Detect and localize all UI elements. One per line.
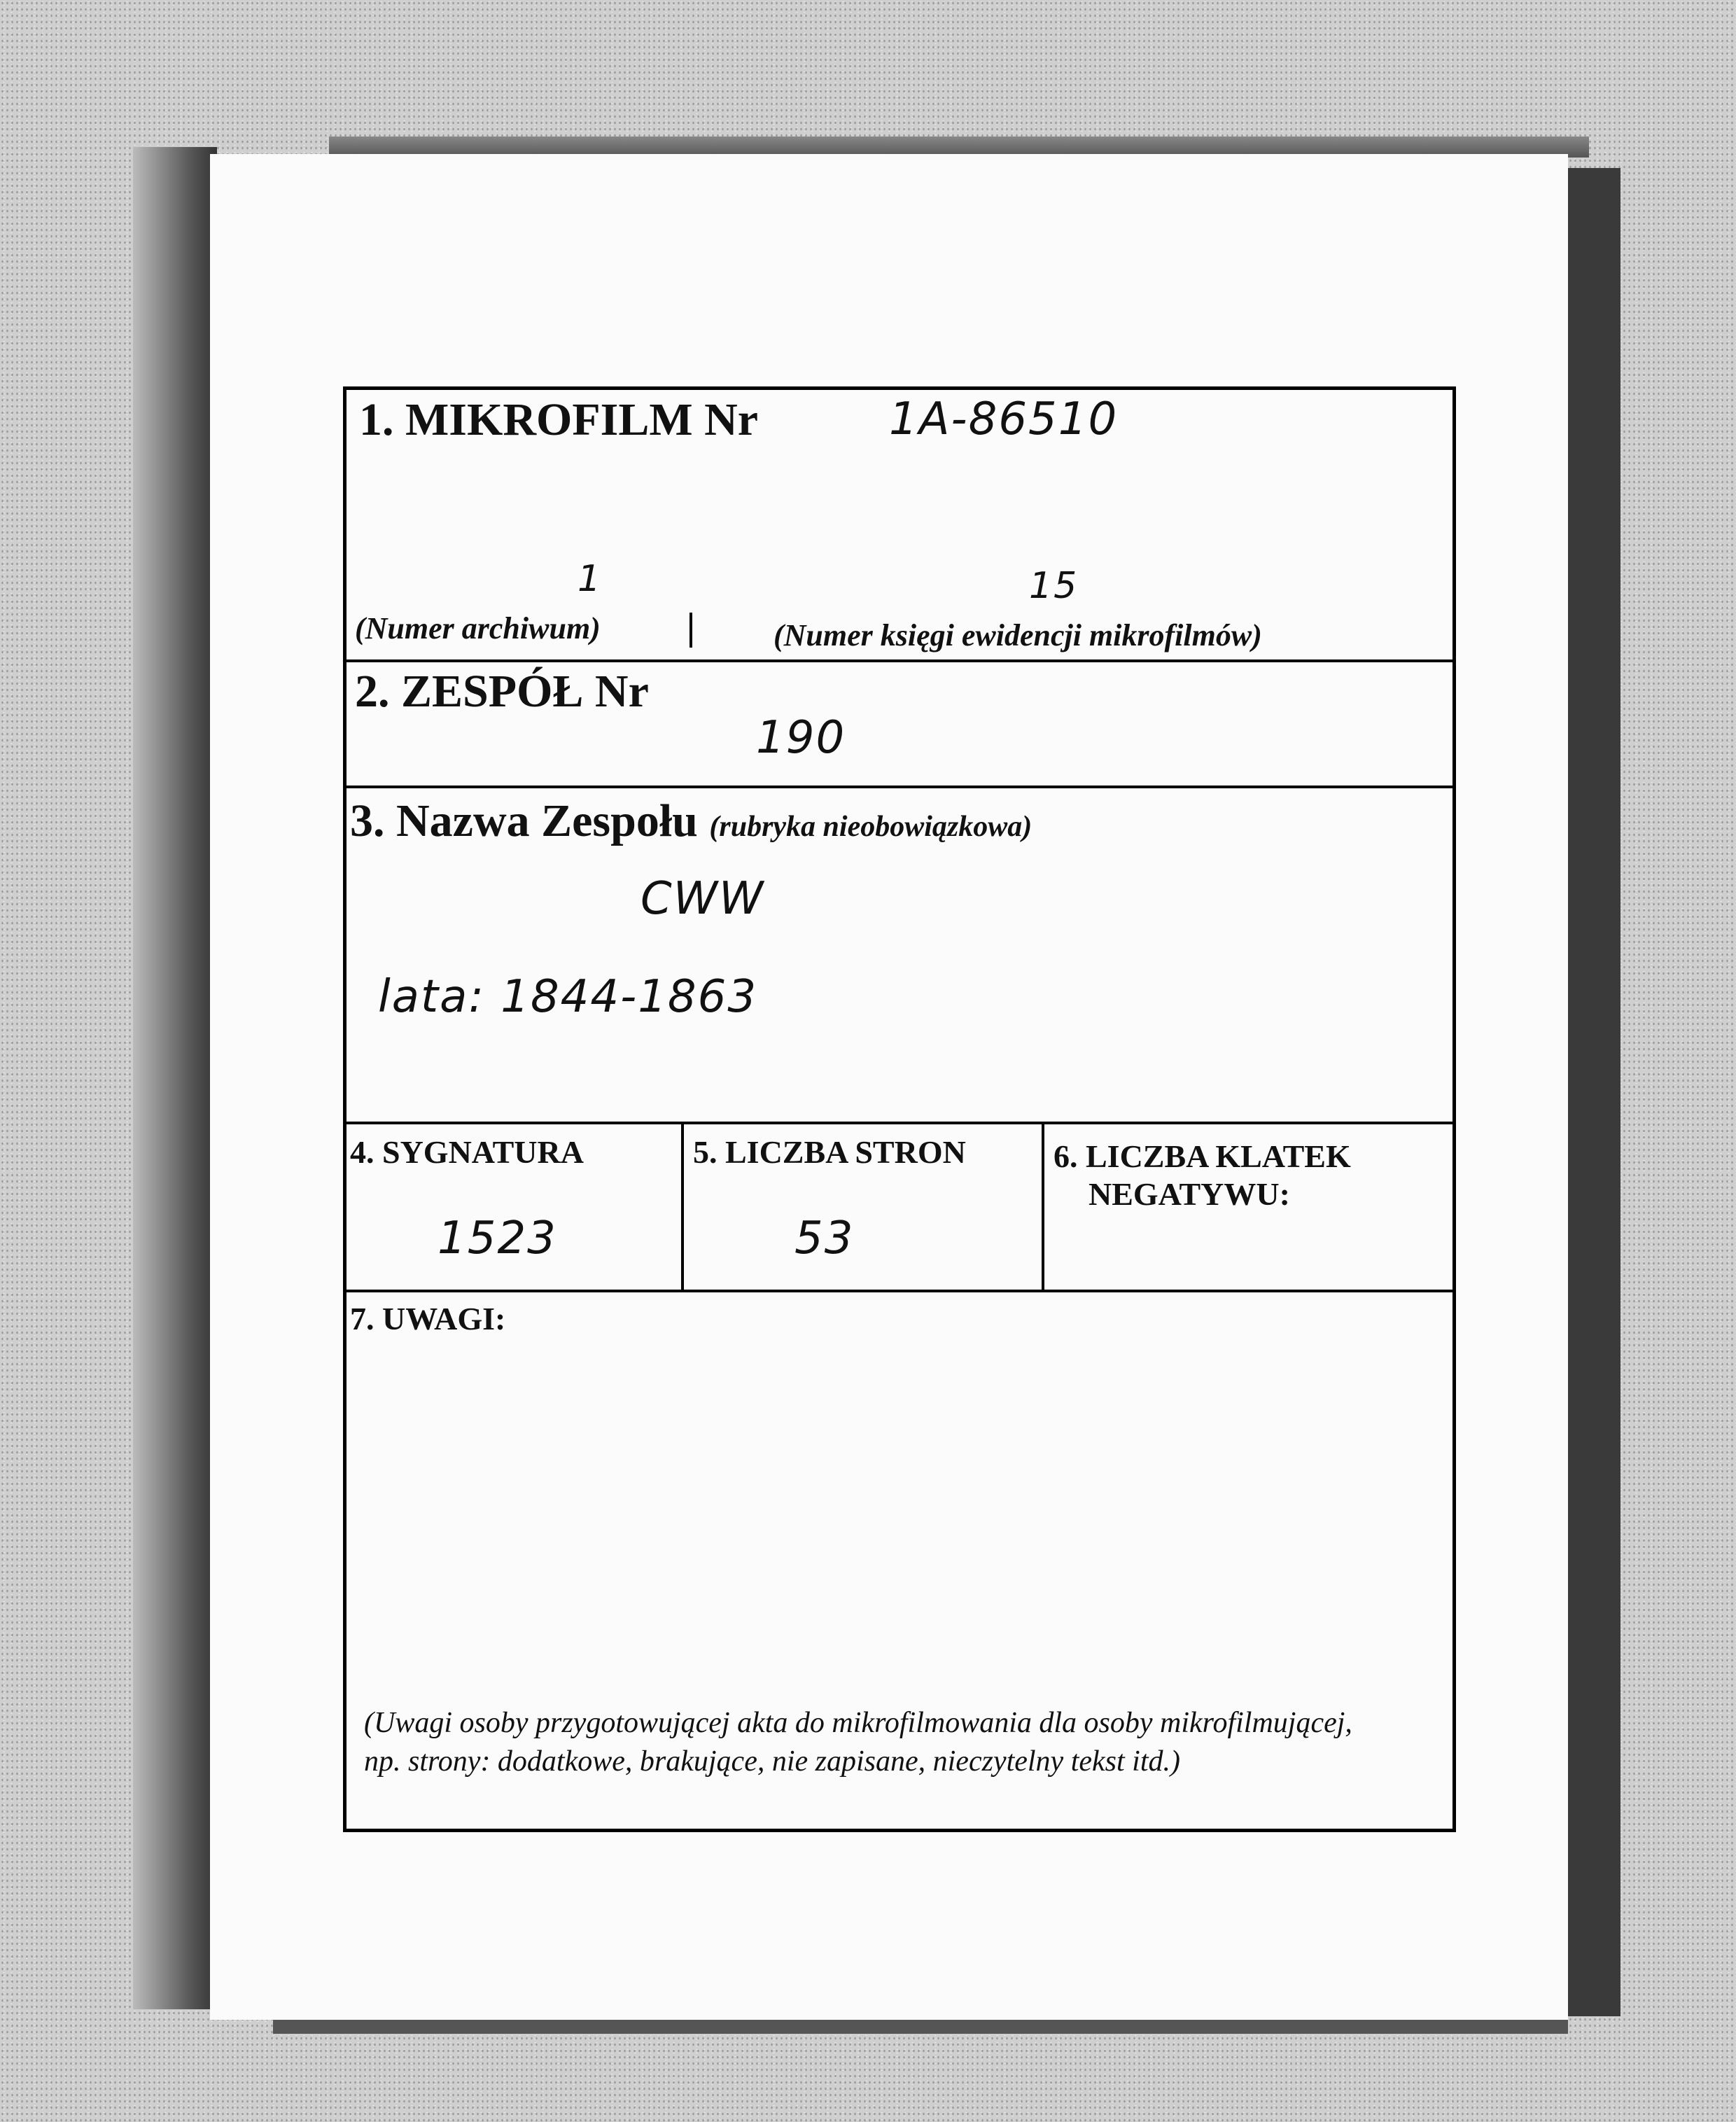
divider	[346, 786, 1452, 788]
signature-value: 1523	[438, 1213, 557, 1264]
scan-shadow-left	[133, 147, 217, 2009]
fonds-name-label-text: 3. Nazwa Zespołu	[350, 795, 698, 846]
archive-number-value: 1	[578, 558, 603, 600]
microfilm-number-label: 1. MIKROFILM Nr	[359, 394, 759, 445]
frame-count-label-1: 6. LICZBA KLATEK	[1054, 1138, 1351, 1174]
page-count-value: 53	[794, 1213, 855, 1264]
register-number-label: (Numer księgi ewidencji mikrofilmów)	[774, 618, 1262, 652]
divider	[346, 1290, 1452, 1292]
frame-count-label-2: NEGATYWU:	[1088, 1176, 1290, 1212]
remarks-label: 7. UWAGI:	[350, 1301, 506, 1336]
fonds-name-label	[350, 795, 1032, 848]
register-number-value: 15	[1029, 565, 1079, 607]
scan-shadow-right	[1564, 168, 1620, 2016]
fonds-number-value: 190	[756, 712, 846, 764]
fonds-name-value: CWW	[640, 873, 765, 925]
microfilm-number-value: 1A-86510	[889, 393, 1119, 445]
remarks-note-1: (Uwagi osoby przygotowującej akta do mikrofilmowania dla osoby mikrofilmującej,	[364, 1707, 1352, 1739]
microfilm-form	[343, 386, 1456, 1832]
fonds-number-label: 2. ZESPÓŁ Nr	[355, 666, 649, 717]
divider	[346, 659, 1452, 662]
signature-label: 4. SYGNATURA	[350, 1134, 584, 1170]
fonds-name-note: (rubryka nieobowiązkowa)	[709, 811, 1032, 843]
fonds-years-value: lata: 1844-1863	[378, 971, 758, 1023]
divider	[690, 613, 692, 648]
page-count-label: 5. LICZBA STRON	[693, 1134, 966, 1170]
divider	[1042, 1122, 1044, 1290]
remarks-note-2: np. strony: dodatkowe, brakujące, nie zapisane, nieczytelny tekst itd.)	[364, 1745, 1180, 1778]
divider	[681, 1122, 684, 1290]
archive-number-label: (Numer archiwum)	[355, 611, 601, 645]
divider	[346, 1122, 1452, 1124]
